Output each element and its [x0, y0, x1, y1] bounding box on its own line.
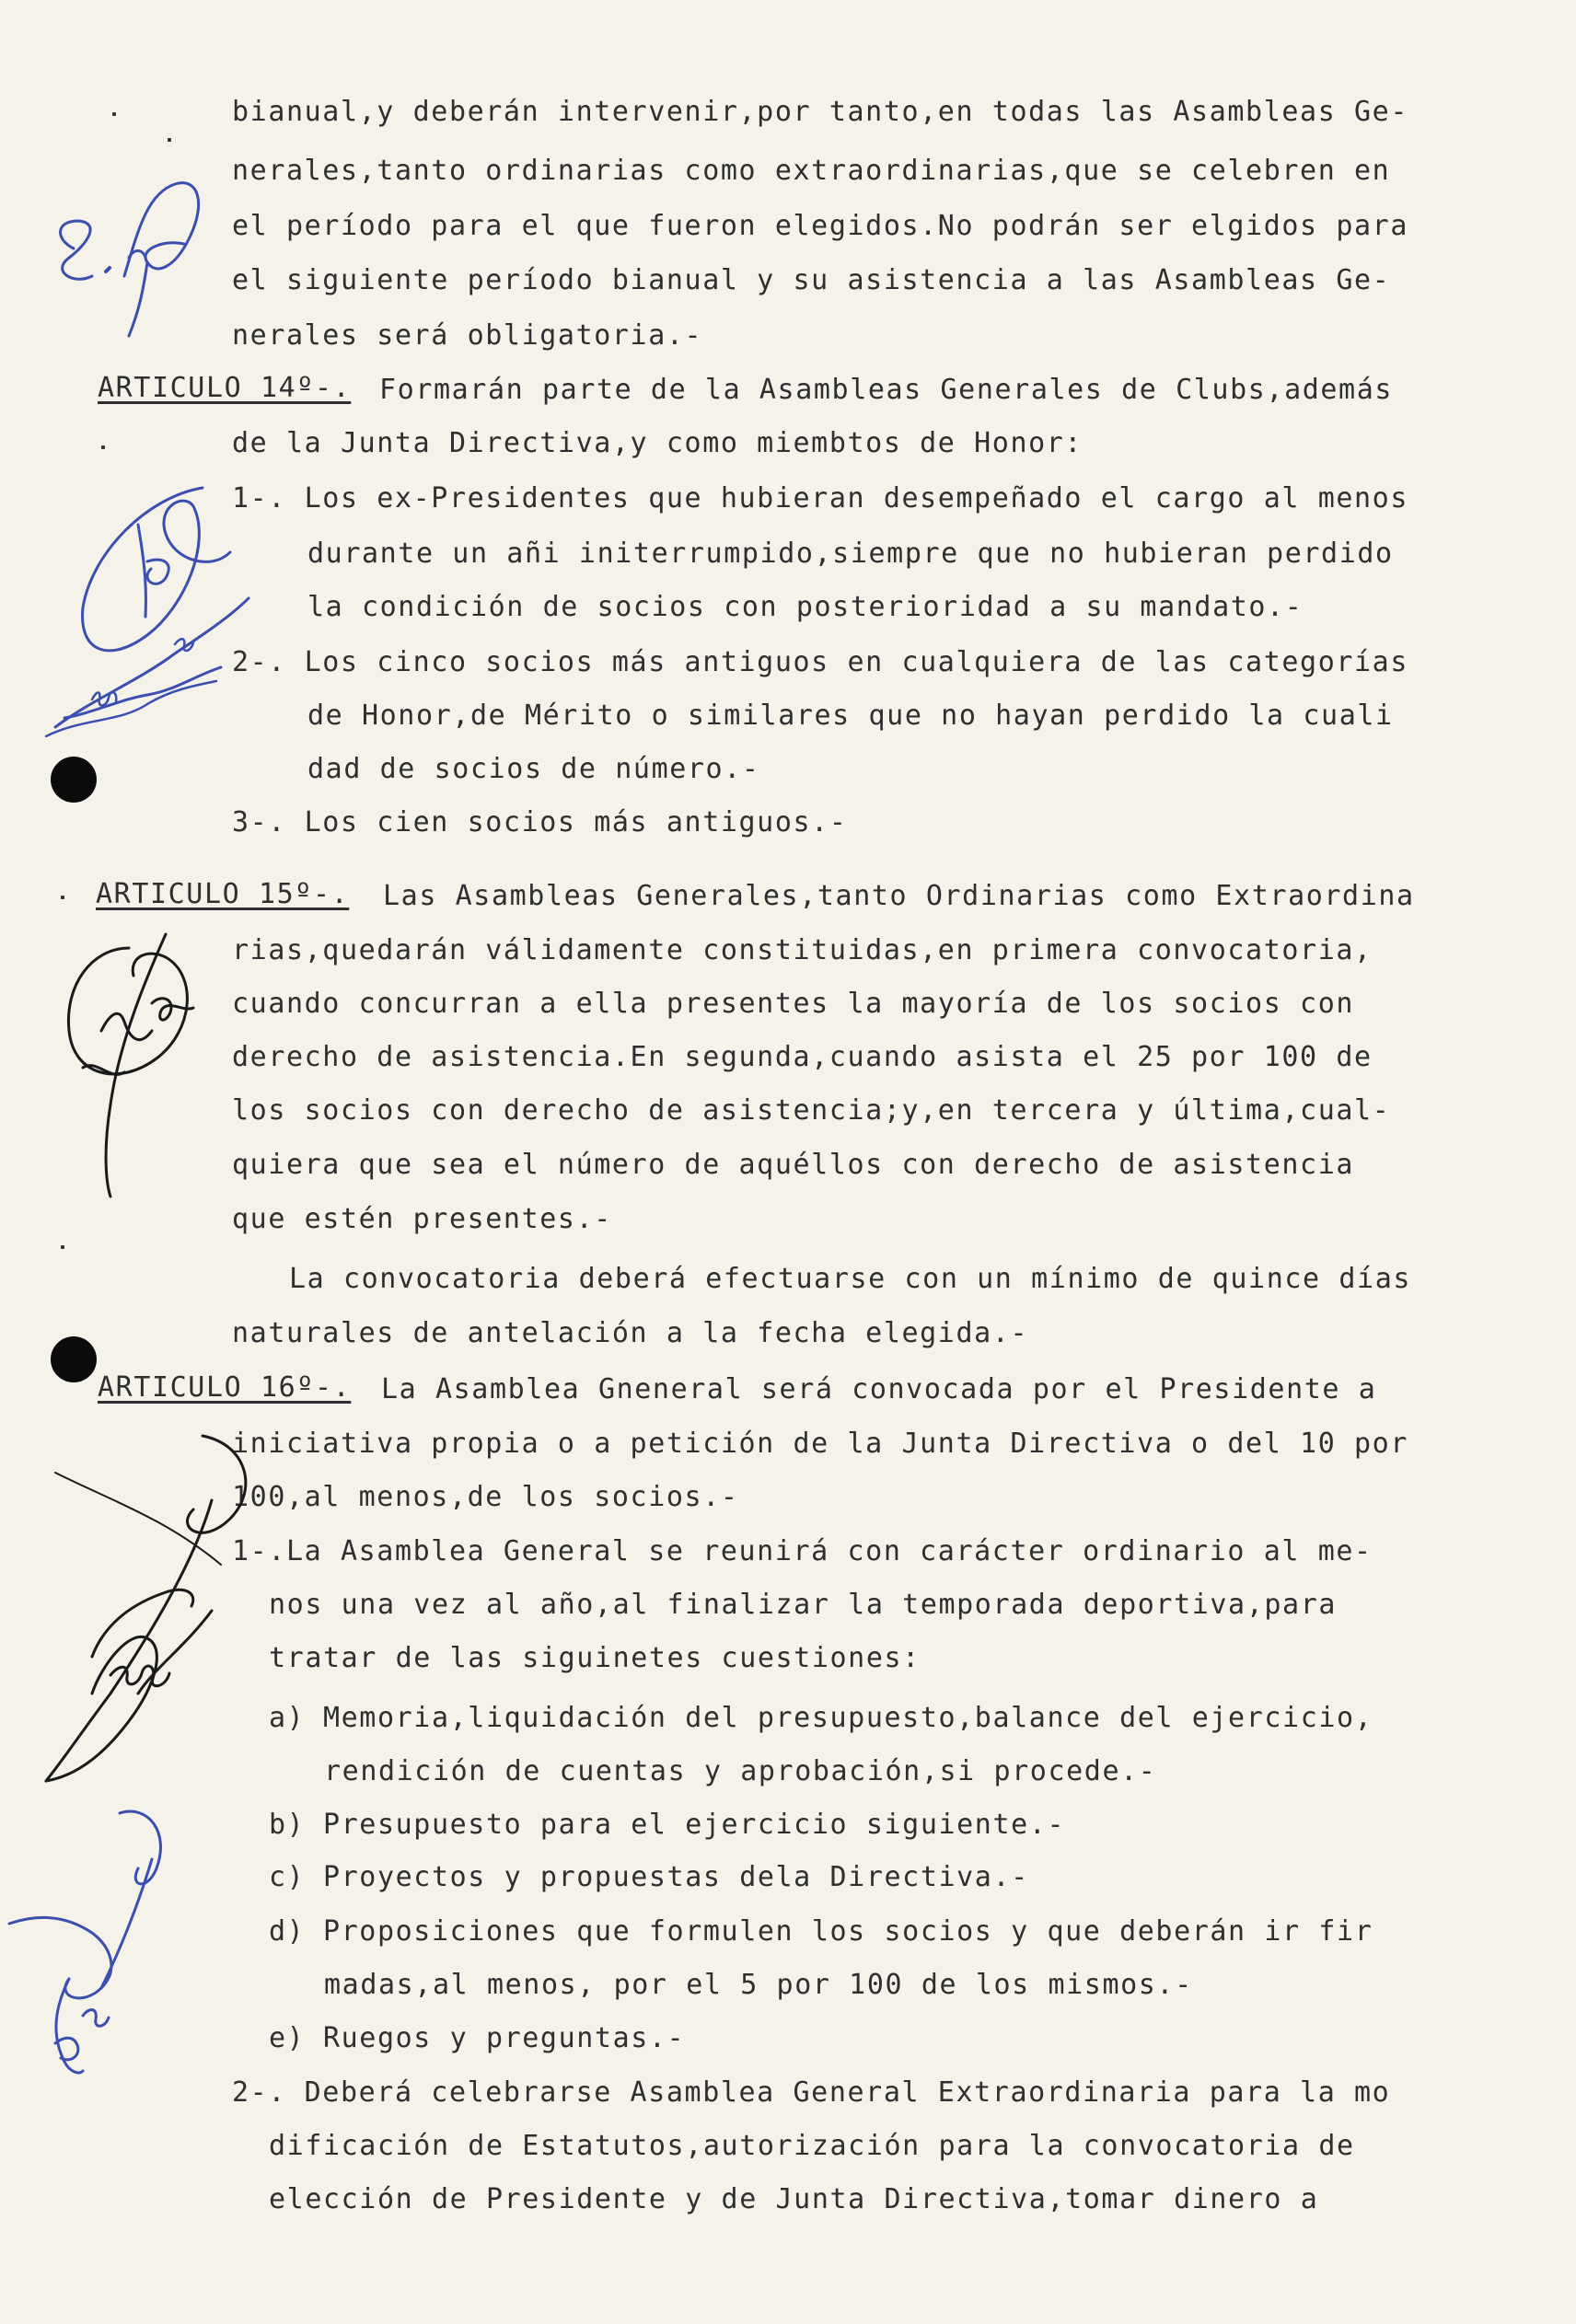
signature-5 — [0, 1795, 184, 2089]
text-line: La Asamblea Gneneral será convocada por el Presidente a — [381, 1373, 1377, 1405]
punch-hole-bottom — [51, 1336, 97, 1382]
signature-3 — [46, 920, 212, 1215]
text-line: Formarán parte de la Asambleas Generales de Clubs,además — [379, 374, 1394, 406]
text-line: 100,al menos,de los socios.- — [232, 1481, 739, 1513]
text-line: de la Junta Directiva,y como miembtos de Honor: — [232, 427, 1084, 459]
signature-4 — [37, 1417, 267, 1804]
punch-hole-top — [51, 757, 97, 803]
text-line: derecho de asistencia.En segunda,cuando asista el 25 por 100 de — [232, 1041, 1373, 1073]
text-line: rias,quedarán válidamente constituidas,en primera convocatoria, — [232, 934, 1373, 966]
margin-mark — [168, 138, 171, 142]
text-line: el período para el que fueron elegidos.No podrán ser elgidos para — [232, 210, 1408, 242]
text-line: 2-. Deberá celebrarse Asamblea General Extraordinaria para la mo — [232, 2076, 1391, 2109]
text-line: e) Ruegos y preguntas.- — [269, 2022, 686, 2054]
text-line: nos una vez al año,al finalizar la temporada deportiva,para — [269, 1589, 1338, 1621]
text-line: quiera que sea el número de aquéllos con derecho de asistencia — [232, 1149, 1355, 1181]
margin-mark — [61, 1245, 64, 1249]
text-line: la condición de socios con posterioridad a su mandato.- — [307, 591, 1304, 623]
text-line: 3-. Los cien socios más antiguos.- — [232, 806, 848, 838]
text-line: Las Asambleas Generales,tanto Ordinarias como Extraordina — [383, 880, 1415, 912]
text-line: dad de socios de número.- — [307, 753, 760, 785]
text-line: madas,al menos, por el 5 por 100 de los mismos.- — [324, 1969, 1193, 2001]
margin-mark — [112, 112, 116, 116]
text-line: iniciativa propia o a petición de la Junta Directiva o del 10 por — [232, 1428, 1408, 1460]
margin-mark — [101, 445, 105, 449]
article-15-heading: ARTICULO 15º-. — [96, 878, 350, 910]
text-line: dificación de Estatutos,autorización para la convocatoria de — [269, 2130, 1355, 2162]
text-line: d) Proposiciones que formulen los socios y que deberán ir fir — [269, 1915, 1373, 1948]
text-line: 1-.La Asamblea General se reunirá con carácter ordinario al me- — [232, 1535, 1373, 1567]
text-line: el siguiente período bianual y su asistencia a las Asambleas Ge- — [232, 264, 1391, 296]
text-line: a) Memoria,liquidación del presupuesto,balance del ejercicio, — [269, 1702, 1373, 1734]
text-line: naturales de antelación a la fecha elegida.- — [232, 1317, 1029, 1349]
text-line: los socios con derecho de asistencia;y,en tercera y última,cual- — [232, 1094, 1391, 1127]
text-line: b) Presupuesto para el ejercicio siguiente.- — [269, 1809, 1066, 1841]
text-line: La convocatoria deberá efectuarse con un mínimo de quince días — [289, 1263, 1412, 1295]
text-line: durante un añi initerrumpido,siempre que no hubieran perdido — [307, 538, 1394, 570]
signature-1 — [37, 175, 212, 341]
text-line: nerales será obligatoria.- — [232, 319, 703, 352]
text-line: de Honor,de Mérito o similares que no hayan perdido la cuali — [307, 700, 1394, 732]
text-line: tratar de las siguinetes cuestiones: — [269, 1642, 921, 1674]
text-line: rendición de cuentas y aprobación,si procede.- — [324, 1755, 1157, 1787]
article-16-heading: ARTICULO 16º-. — [98, 1371, 352, 1404]
margin-mark — [61, 896, 64, 899]
text-line: bianual,y deberán intervenir,por tanto,en todas las Asambleas Ge- — [232, 96, 1408, 128]
text-line: 2-. Los cinco socios más antiguos en cualquiera de las categorías — [232, 646, 1408, 678]
article-14-heading: ARTICULO 14º-. — [98, 372, 352, 404]
text-line: cuando concurran a ella presentes la mayoría de los socios con — [232, 988, 1355, 1020]
text-line: elección de Presidente y de Junta Directiva,tomar dinero a — [269, 2183, 1319, 2215]
signature-2 — [37, 469, 276, 746]
text-line: c) Proyectos y propuestas dela Directiva.- — [269, 1861, 1029, 1893]
text-line: que estén presentes.- — [232, 1203, 612, 1235]
text-line: nerales,tanto ordinarias como extraordinarias,que se celebren en — [232, 155, 1391, 187]
text-line: 1-. Los ex-Presidentes que hubieran desempeñado el cargo al menos — [232, 482, 1408, 515]
